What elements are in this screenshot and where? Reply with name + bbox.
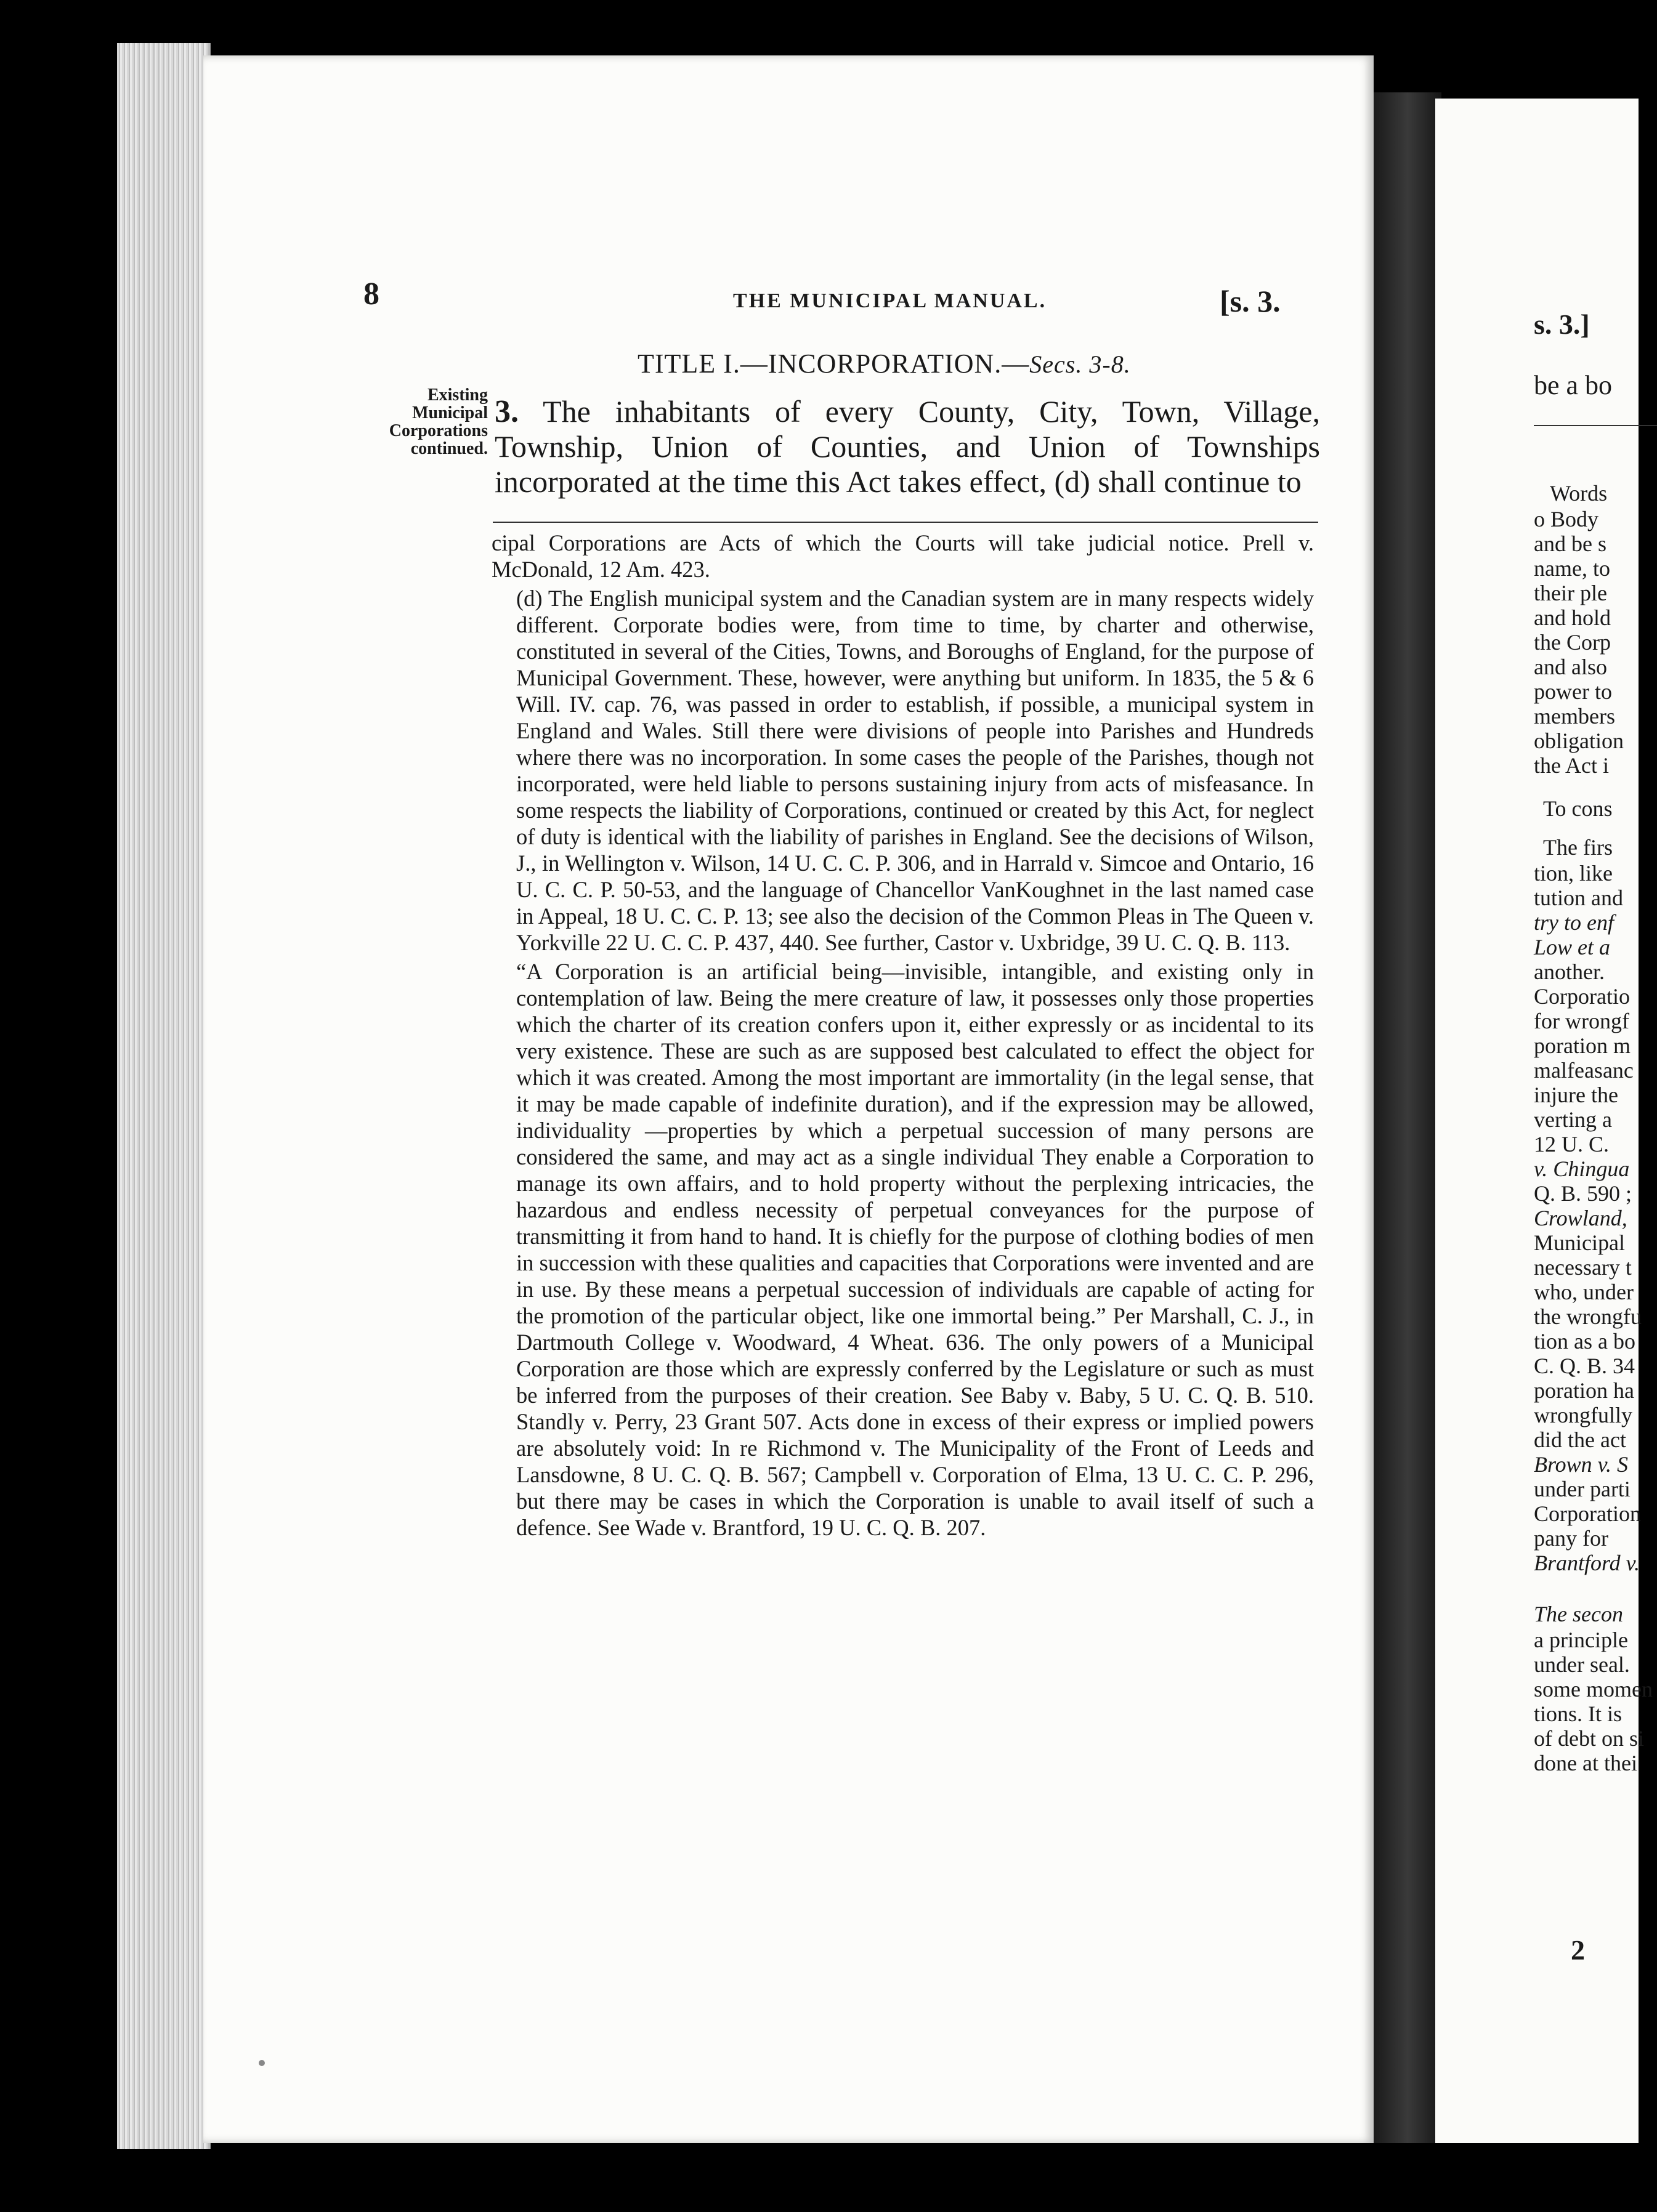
- right-page-line: o Body: [1534, 507, 1599, 531]
- right-page-line: necessary t: [1534, 1255, 1632, 1280]
- footnote-continuation: cipal Corporations are Acts of which the Courts will take judicial notice. Prell v. McDonald, 12 Am. 423.: [492, 530, 1314, 582]
- right-page-line: Municipal: [1534, 1230, 1625, 1255]
- right-page-line: Corporation: [1534, 1501, 1641, 1526]
- title-secs: Secs. 3-8.: [1029, 350, 1131, 378]
- marginal-note-line: Municipal: [412, 403, 488, 422]
- right-page-line: tion, like: [1534, 861, 1613, 886]
- right-page-line: did the act: [1534, 1427, 1626, 1452]
- section-3-text: [495, 394, 1320, 499]
- right-page-line: try to enf: [1534, 910, 1614, 935]
- right-page-line: who, under: [1534, 1280, 1634, 1304]
- right-page-line: under parti: [1534, 1477, 1631, 1501]
- marginal-note: [359, 386, 488, 458]
- right-page-line: power to: [1534, 679, 1612, 704]
- right-page-line: 12 U. C.: [1534, 1132, 1610, 1156]
- marginal-note-line: Existing: [427, 385, 488, 405]
- right-page: [1435, 99, 1653, 2143]
- right-section-ref: s. 3.]: [1534, 309, 1590, 340]
- right-page-line: and also: [1534, 655, 1607, 679]
- footnote-quote: “A Corporation is an artificial being—invisible, intangible, and existing only in contemplation of law. Being the mere creature of law, it possesses only those properties which the charter of its creation confers upon it, either expressly or as incidental to its very existence. These are such as are supposed best calculated to effect the object for which it was created. Among the most important are immortality (in the legal sense, that it may be made capable of indefinite duration), and if the expression may be allowed, individuality —properties by which a perpetual succession of many persons are considered the same, and may act as a single individual They enable a Corporation to manage its own affairs, and to hold property without the perplexing intricacies, the hazardous and endless necessity of perpetual conveyances for the purpose of transmitting it from hand to hand. It is chiefly for the purpose of clothing bodies of men in succession with these qualities and capacities that Corporations were invented and are in use. By these means a perpetual succession of individuals are capable of acting for the promotion of the particular object, like one immortal being.” Per Marshall, C. J., in Dartmouth College v. Woodward, 4 Wheat. 636. The only powers of a Municipal Corporation are those which are expressly conferred by the Legislature or such as must be inferred from the purposes of their creation. See Baby v. Baby, 5 U. C. Q. B. 510. Standly v. Perry, 23 Grant 507. Acts done in excess of their express or implied powers are absolutely void: In re Richmond v. The Municipality of the Front of Leeds and Lansdowne, 8 U. C. Q. B. 567; Campbell v. Corporation of Elma, 13 U. C. C. P. 296, but there may be cases in which the Corporation is unable to avail itself of such a defence. See Wade v. Brantford, 19 U. C. Q. B. 207.: [516, 959, 1314, 1540]
- book-page-edges: [117, 43, 211, 2149]
- right-page-line: wrongfully: [1534, 1403, 1632, 1427]
- right-page-line: Q. B. 590 ;: [1534, 1181, 1632, 1206]
- right-page-line: done at thei: [1534, 1751, 1637, 1775]
- footnote-d: (d) The English municipal system and the Canadian system are in many respects widely different. Corporate bodies were, from time to time, by charter and otherwise, constituted in several of the Cities, Towns, and Boroughs of England, for the purpose of Municipal Government. These, however, were anything but uniform. In 1835, the 5 & 6 Will. IV. cap. 76, was passed in order to establish, if possible, a municipal system in England and Wales. Still there were divisions of people into Parishes and Hundreds where there was no incorporation. In some cases the people of the Parishes, though not incorporated, were held liable to persons sustaining injury from acts of misfeasance. In some respects the liability of Corporations, continued or created by this Act, for neglect of duty is identical with the liability of parishes in England. See the decisions of Wilson, J., in Wellington v. Wilson, 14 U. C. C. P. 306, and in Harrald v. Simcoe and Ontario, 16 U. C. C. P. 50-53, and the language of Chancellor VanKoughnet in the last named case in Appeal, 18 U. C. C. P. 13; see also the decision of the Common Pleas in The Queen v. Yorkville 22 U. C. C. P. 437, 440. See further, Castor v. Uxbridge, 39 U. C. Q. B. 113.: [516, 586, 1314, 955]
- right-page-line: poration ha: [1534, 1378, 1634, 1403]
- right-divider: [1534, 425, 1657, 426]
- right-page-line: To cons: [1543, 796, 1613, 821]
- right-page-line: Words: [1550, 481, 1608, 506]
- right-page-line: members: [1534, 704, 1615, 729]
- right-page-line: Corporatio: [1534, 984, 1630, 1009]
- right-page-line: v. Chingua: [1534, 1156, 1630, 1181]
- right-page-line: some momen: [1534, 1677, 1653, 1701]
- right-page-line: the wrongfu: [1534, 1304, 1642, 1329]
- right-page-line: obligation: [1534, 729, 1624, 753]
- footnotes: [492, 530, 1314, 1541]
- right-page-line: The firs: [1543, 835, 1613, 860]
- right-page-line: tution and: [1534, 886, 1623, 910]
- right-page-line: a principle: [1534, 1628, 1628, 1652]
- right-page-line: verting a: [1534, 1107, 1612, 1132]
- right-page-line: under seal.: [1534, 1652, 1630, 1677]
- right-page-line: tion as a bo: [1534, 1329, 1635, 1354]
- signature-mark: 2: [1571, 1934, 1585, 1966]
- right-page-line: pany for: [1534, 1526, 1608, 1551]
- right-page-line: Brown v. S: [1534, 1452, 1628, 1477]
- title-main: TITLE I.—INCORPORATION.—: [638, 349, 1030, 379]
- right-page-line: and hold: [1534, 605, 1611, 630]
- title-heading: [638, 348, 1131, 379]
- section-number: 3.: [495, 394, 519, 429]
- running-head: THE MUNICIPAL MANUAL.: [733, 289, 1047, 312]
- marginal-note-line: Corporations: [389, 421, 488, 440]
- right-first-line: be a bo: [1534, 370, 1613, 400]
- speck: [259, 2060, 265, 2066]
- section-reference: [s. 3.: [1220, 284, 1281, 318]
- right-page-line: for wrongf: [1534, 1009, 1629, 1033]
- section-body: The inhabitants of every County, City, Town, Village, Township, Union of Counties, and Union of Townships incorporated at the time this Act takes effect, (d) shall continue to: [495, 394, 1320, 499]
- right-page-line: the Act i: [1534, 753, 1609, 778]
- right-page-line: C. Q. B. 34: [1534, 1354, 1635, 1378]
- right-page-line: of debt on si: [1534, 1726, 1644, 1751]
- book-gutter: [1374, 92, 1441, 2143]
- right-page-line: Crowland,: [1534, 1206, 1627, 1230]
- marginal-note-line: continued.: [410, 439, 488, 458]
- right-page-line: tions. It is: [1534, 1701, 1623, 1726]
- right-page-line: the Corp: [1534, 630, 1611, 655]
- right-page-line: Low et a: [1534, 935, 1611, 959]
- right-page-line: name, to: [1534, 556, 1610, 581]
- right-page-line: poration m: [1534, 1033, 1631, 1058]
- right-page-line: and be s: [1534, 531, 1606, 556]
- right-page-line: their ple: [1534, 581, 1607, 605]
- right-page-line: malfeasanc: [1534, 1058, 1634, 1083]
- right-page-line: Brantford v.: [1534, 1551, 1640, 1575]
- footnote-divider: [493, 522, 1318, 523]
- right-page-line: another.: [1534, 959, 1605, 984]
- right-page-line: injure the: [1534, 1083, 1618, 1107]
- right-page-line: The secon: [1534, 1602, 1623, 1626]
- page-number: 8: [363, 276, 379, 312]
